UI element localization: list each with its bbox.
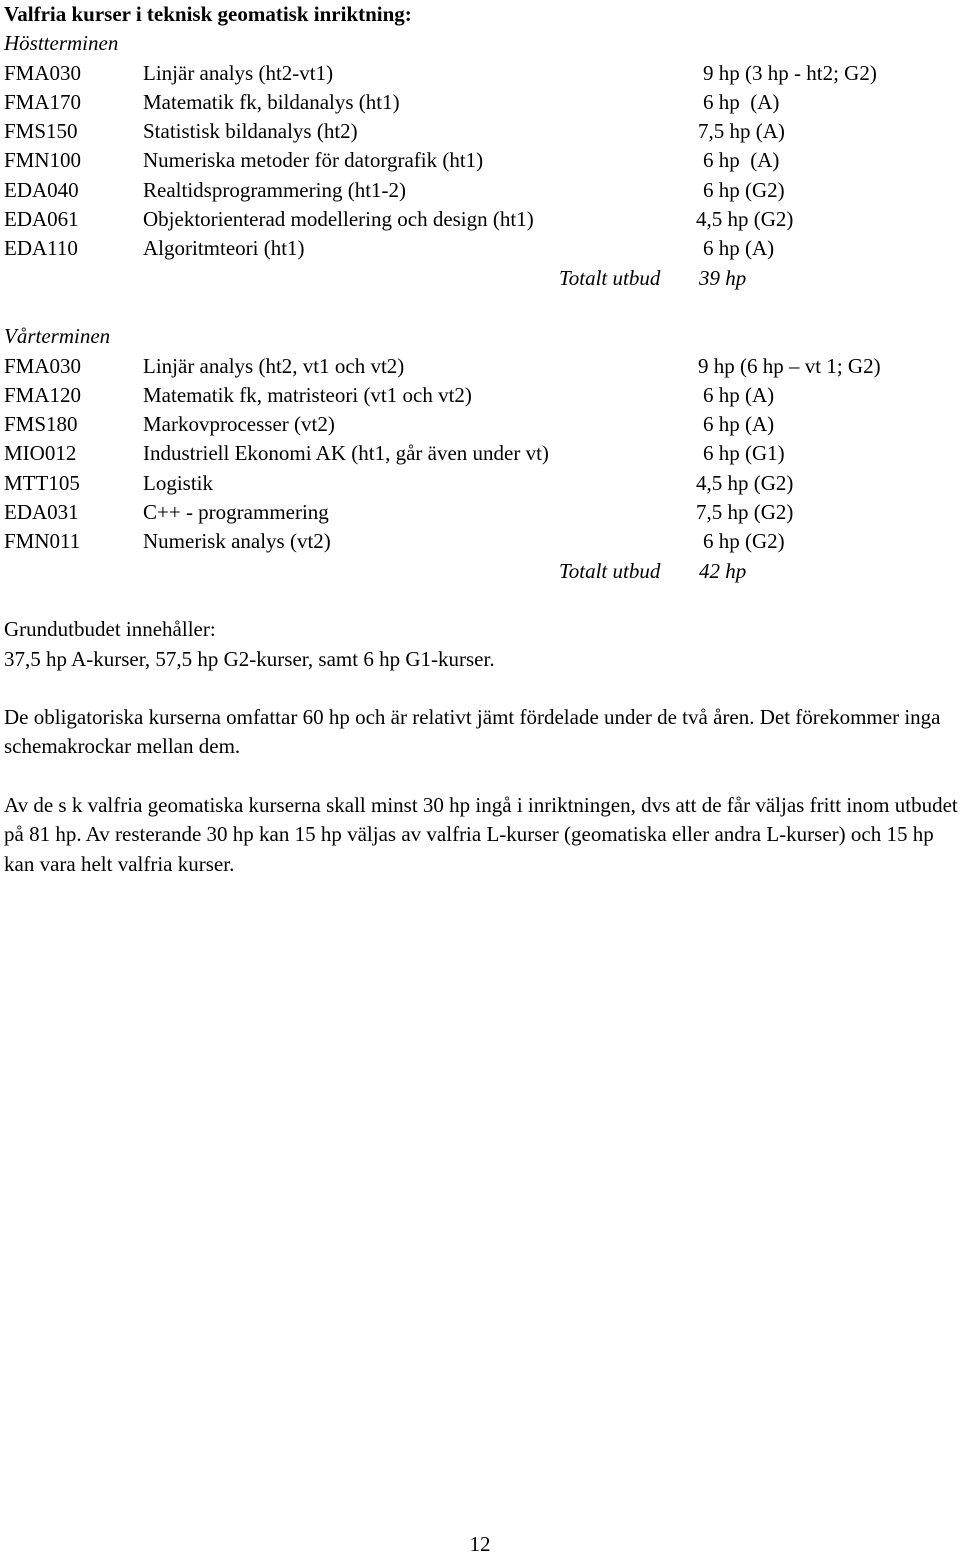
course-row (4, 410, 954, 439)
course-name: Matematik fk, bildanalys (ht1) (143, 89, 400, 114)
course-name: Linjär analys (ht2-vt1) (143, 60, 334, 85)
course-code: FMS180 (4, 412, 78, 437)
course-credits: 6 hp (G2) (703, 529, 785, 554)
document-page (4, 0, 958, 879)
total-label: Totalt utbud (559, 558, 661, 583)
total-value: 39 hp (699, 265, 747, 290)
spring-total-row (4, 557, 954, 586)
course-code: FMN011 (4, 529, 81, 554)
course-name: Objektorienterad modellering och design (ht1) (143, 207, 534, 232)
course-name: Realtidsprogrammering (ht1-2) (143, 177, 407, 202)
spacer (4, 674, 954, 703)
course-code: MIO012 (4, 441, 77, 466)
summary-heading: Grundutbudet innehåller: (4, 617, 216, 642)
course-credits: 6 hp (A) (703, 412, 775, 437)
total-value: 42 hp (699, 558, 747, 583)
course-code: FMA030 (4, 60, 82, 85)
paragraph: Av de s k valfria geomatiska kurserna skall minst 30 hp ingå i inriktningen, dvs att de får väljas fritt inom utbudet på 81 hp. Av resterande 30 hp kan 15 hp väljas av valfria L-kurser (geomatiska eller andra L-kurser) och 15 hp kan vara helt valfria kurser. (4, 793, 958, 876)
spacer (4, 293, 954, 322)
document-title: Valfria kurser i teknisk geomatisk inriktning: (4, 2, 412, 26)
course-row (4, 117, 954, 146)
course-row (4, 498, 954, 527)
spring-term-heading: Vårterminen (4, 324, 111, 349)
course-credits: 4,5 hp (G2) (696, 207, 794, 232)
course-code: EDA031 (4, 500, 79, 525)
course-name: Logistik (143, 470, 214, 495)
course-credits: 6 hp (A) (703, 382, 775, 407)
autumn-total-row (4, 264, 954, 293)
course-name: Algoritmteori (ht1) (143, 236, 305, 261)
course-row (4, 88, 954, 117)
course-credits: 9 hp (6 hp – vt 1; G2) (698, 353, 881, 378)
course-credits: 6 hp (A) (703, 148, 780, 173)
course-row (4, 146, 954, 175)
course-name: Markovprocesser (vt2) (143, 412, 335, 437)
course-name: Linjär analys (ht2, vt1 och vt2) (143, 353, 405, 378)
course-row (4, 439, 954, 468)
course-credits: 9 hp (3 hp - ht2; G2) (703, 60, 877, 85)
course-credits: 6 hp (A) (703, 89, 780, 114)
course-row (4, 527, 954, 556)
course-credits: 6 hp (G1) (703, 441, 785, 466)
total-label: Totalt utbud (559, 265, 661, 290)
course-name: Numerisk analys (vt2) (143, 529, 331, 554)
course-row (4, 352, 954, 381)
course-credits: 4,5 hp (G2) (696, 470, 794, 495)
course-credits: 6 hp (A) (703, 236, 775, 261)
autumn-course-list (4, 59, 954, 264)
spacer (4, 586, 954, 615)
course-code: MTT105 (4, 470, 80, 495)
autumn-term-heading: Höstterminen (4, 31, 119, 56)
paragraph: De obligatoriska kurserna omfattar 60 hp och är relativt jämt fördelade under de två åren. Det förekommer inga schemakrockar mellan dem. (4, 705, 941, 759)
course-code: FMA170 (4, 89, 82, 114)
course-name: Statistisk bildanalys (ht2) (143, 119, 358, 144)
page-number: 12 (469, 1532, 491, 1556)
course-credits: 6 hp (G2) (703, 177, 785, 202)
course-row (4, 234, 954, 263)
course-row (4, 205, 954, 234)
course-row (4, 176, 954, 205)
spacer (4, 762, 954, 791)
course-name: Matematik fk, matristeori (vt1 och vt2) (143, 382, 472, 407)
course-credits: 7,5 hp (A) (698, 119, 785, 144)
course-row (4, 59, 954, 88)
course-code: EDA110 (4, 236, 78, 261)
course-row (4, 381, 954, 410)
spring-course-list (4, 352, 954, 557)
course-row (4, 469, 954, 498)
course-code: EDA061 (4, 207, 79, 232)
course-credits: 7,5 hp (G2) (696, 500, 794, 525)
summary-text: 37,5 hp A-kurser, 57,5 hp G2-kurser, samt 6 hp G1-kurser. (4, 646, 495, 671)
course-code: FMN100 (4, 148, 82, 173)
course-code: EDA040 (4, 177, 79, 202)
course-name: C++ - programmering (143, 500, 329, 525)
course-code: FMA120 (4, 382, 82, 407)
course-name: Industriell Ekonomi AK (ht1, går även under vt) (143, 441, 549, 466)
course-code: FMA030 (4, 353, 82, 378)
course-code: FMS150 (4, 119, 78, 144)
course-name: Numeriska metoder för datorgrafik (ht1) (143, 148, 484, 173)
